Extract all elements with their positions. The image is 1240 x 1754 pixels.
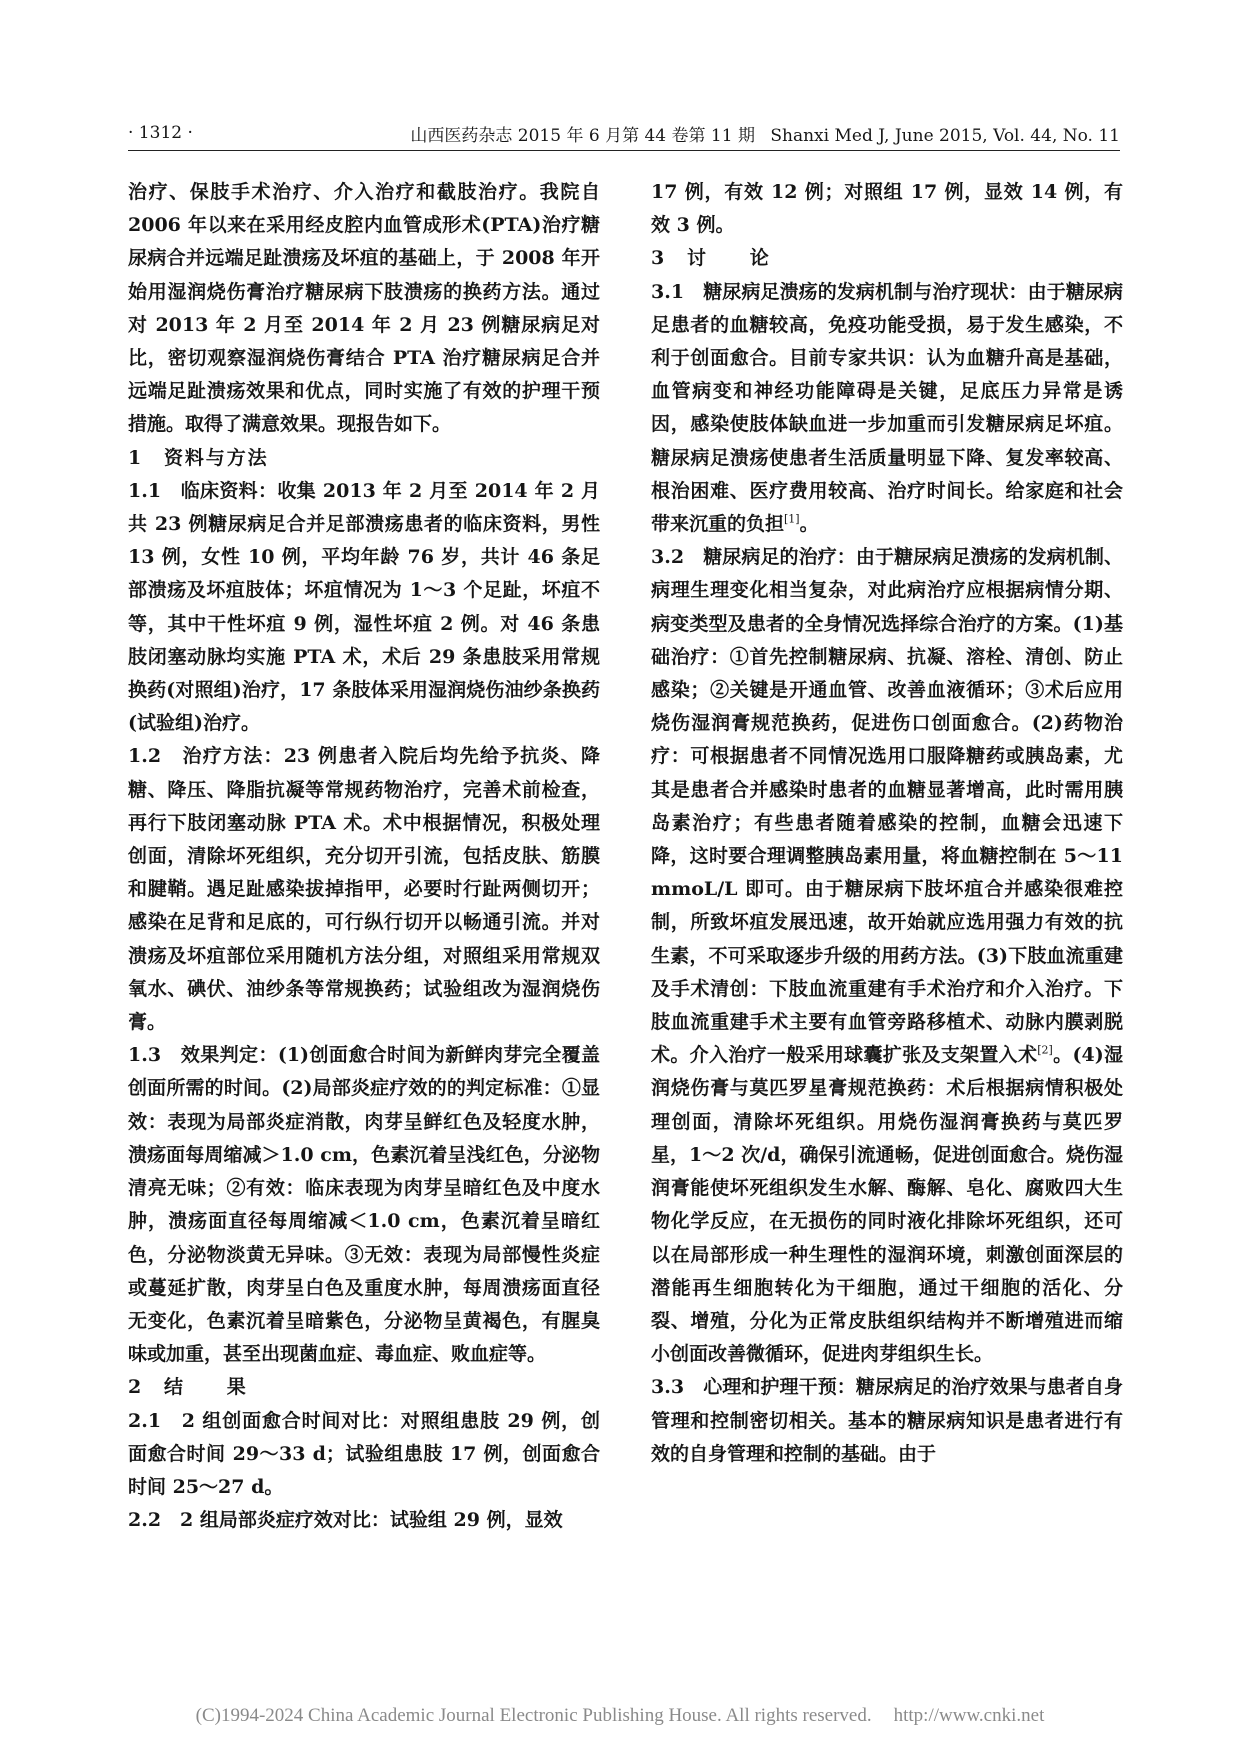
paragraph-1-1: 1.1 临床资料：收集 2013 年 2 月至 2014 年 2 月共 23 例糖尿病足合并足部溃疡患者的临床资料，男性 13 例，女性 10 例，平均年龄 76 岁，共计 46 条足部溃疡及坏疽肢体；坏疽情况为 1～3 个足趾，坏疽不等，其中干性坏疽 9 例，湿性坏疽 2 例。对 46 条患肢闭塞动脉均实施 PTA 术，术后 29 条患肢采用常规换药(对照组)治疗，17 条肢体采用湿润烧伤油纱条换药(试验组)治疗。: [128, 479, 600, 735]
paragraph-2-1: 2.1 2 组创面愈合时间对比：对照组患肢 29 例，创面愈合时间 29～33 d；试验组患肢 17 例，创面愈合时间 25～27 d。: [128, 1409, 600, 1498]
left-column: [128, 176, 600, 1537]
citation-ref-1: [1]: [784, 512, 800, 526]
page-number: · 1312 ·: [128, 123, 193, 143]
copyright-text: (C)1994-2024 China Academic Journal Electronic Publishing House. All rights reserved.: [195, 1705, 872, 1726]
copyright-footer: [0, 1705, 1240, 1727]
paragraph-1-3: 1.3 效果判定：(1)创面愈合时间为新鲜肉芽完全覆盖创面所需的时间。(2)局部炎症疗效的的判定标准：①显效：表现为局部炎症消散，肉芽呈鲜红色及轻度水肿，溃疡面每周缩减＞1.0 cm，色素沉着呈浅红色，分泌物清亮无味；②有效：临床表现为肉芽呈暗红色及中度水肿，溃疡面直径每周缩减＜1.0 cm，色素沉着呈暗红色，分泌物淡黄无异味。③无效：表现为局部慢性炎症或蔓延扩散，肉芽呈白色及重度水肿，每周溃疡面直径无变化，色素沉着呈暗紫色，分泌物呈黄褐色，有腥臭味或加重，甚至出现菌血症、毒血症、败血症等。: [128, 1044, 600, 1366]
paragraph-2-2-continued: 17 例，有效 12 例；对照组 17 例，显效 14 例，有效 3 例。: [651, 181, 1123, 237]
right-column: [651, 176, 1123, 1471]
paragraph-3-1: 3.1 糖尿病足溃疡的发病机制与治疗现状：由于糖尿病足患者的血糖较高，免疫功能受损，易于发生感染，不利于创面愈合。目前专家共识：认为血糖升高是基础，血管病变和神经功能障碍是关键，足底压力异常是诱因，感染使肢体缺血进一步加重而引发糖尿病足坏疽。糖尿病足溃疡使患者生活质量明显下降、复发率较高、根治困难、医疗费用较高、治疗时间长。给家庭和社会带来沉重的负担[1]。: [651, 280, 1123, 536]
cnki-link[interactable]: http://www.cnki.net: [893, 1705, 1045, 1726]
section-heading-results: 2 结 果: [128, 1376, 248, 1399]
intro-paragraph: 治疗、保肢手术治疗、介入治疗和截肢治疗。我院自 2006 年以来在采用经皮腔内血管成形术(PTA)治疗糖尿病合并远端足趾溃疡及坏疽的基础上，于 2008 年开始用湿润烧伤膏治疗糖尿病下肢溃疡的换药方法。通过对 2013 年 2 月至 2014 年 2 月 23 例糖尿病足对比，密切观察湿润烧伤膏结合 PTA 治疗糖尿病足合并远端足趾溃疡效果和优点，同时实施了有效的护理干预措施。取得了满意效果。现报告如下。: [128, 181, 600, 436]
journal-citation-en: Shanxi Med J, June 2015, Vol. 44, No. 11: [770, 125, 1120, 146]
header-rule: [128, 150, 1120, 151]
journal-citation: [400, 121, 1120, 146]
paragraph-1-2: 1.2 治疗方法：23 例患者入院后均先给予抗炎、降糖、降压、降脂抗凝等常规药物治疗，完善术前检查，再行下肢闭塞动脉 PTA 术。术中根据情况，积极处理创面，清除坏死组织，充分切开引流，包括皮肤、筋膜和腱鞘。遇足趾感染拔掉指甲，必要时行趾两侧切开；感染在足背和足底的，可行纵行切开以畅通引流。并对溃疡及坏疽部位采用随机方法分组，对照组采用常规双氧水、碘伏、油纱条等常规换药；试验组改为湿润烧伤膏。: [128, 745, 600, 1034]
citation-ref-2: [2]: [1037, 1043, 1053, 1057]
journal-citation-cn: 山西医药杂志 2015 年 6 月第 44 卷第 11 期: [410, 125, 755, 146]
section-heading-discussion: 3 讨 论: [651, 247, 771, 270]
paragraph-2-2: 2.2 2 组局部炎症疗效对比：试验组 29 例，显效: [128, 1509, 563, 1532]
section-heading-methods: 1 资料与方法: [128, 446, 269, 469]
paragraph-3-2: 3.2 糖尿病足的治疗：由于糖尿病足溃疡的发病机制、病理生理变化相当复杂，对此病治疗应根据病情分期、病变类型及患者的全身情况选择综合治疗的方案。(1)基础治疗：①首先控制糖尿病、抗凝、溶栓、清创、防止感染；②关键是开通血管、改善血液循环；③术后应用烧伤湿润膏规范换药，促进伤口创面愈合。(2)药物治疗：可根据患者不同情况选用口服降糖药或胰岛素，尤其是患者合并感染时患者的血糖显著增高，此时需用胰岛素治疗；有些患者随着感染的控制，血糖会迅速下降，这时要合理调整胰岛素用量，将血糖控制在 5～11 mmoL/L 即可。由于糖尿病下肢坏疽合并感染很难控制，所致坏疽发展迅速，故开始就应选用强力有效的抗生素，不可采取逐步升级的用药方法。(3)下肢血流重建及手术清创：下肢血流重建有手术治疗和介入治疗。下肢血流重建手术主要有血管旁路移植术、动脉内膜剥脱术。介入治疗一般采用球囊扩张及支架置入术[2]。(4)湿润烧伤膏与莫匹罗星膏规范换药：术后根据病情积极处理创面，清除坏死组织。用烧伤湿润膏换药与莫匹罗星，1～2 次/d，确保引流通畅，促进创面愈合。烧伤湿润膏能使坏死组织发生水解、酶解、皂化、腐败四大生物化学反应，在无损伤的同时液化排除坏死组织，还可以在局部形成一种生理性的湿润环境，刺激创面深层的潜能再生细胞转化为干细胞，通过干细胞的活化、分裂、增殖，分化为正常皮肤组织结构并不断增殖进而缩小创面改善微循环，促进肉芽组织生长。: [651, 546, 1123, 1366]
paragraph-3-3: 3.3 心理和护理干预：糖尿病足的治疗效果与患者自身管理和控制密切相关。基本的糖尿病知识是患者进行有效的自身管理和控制的基础。由于: [651, 1376, 1123, 1465]
running-header: [128, 120, 1120, 146]
